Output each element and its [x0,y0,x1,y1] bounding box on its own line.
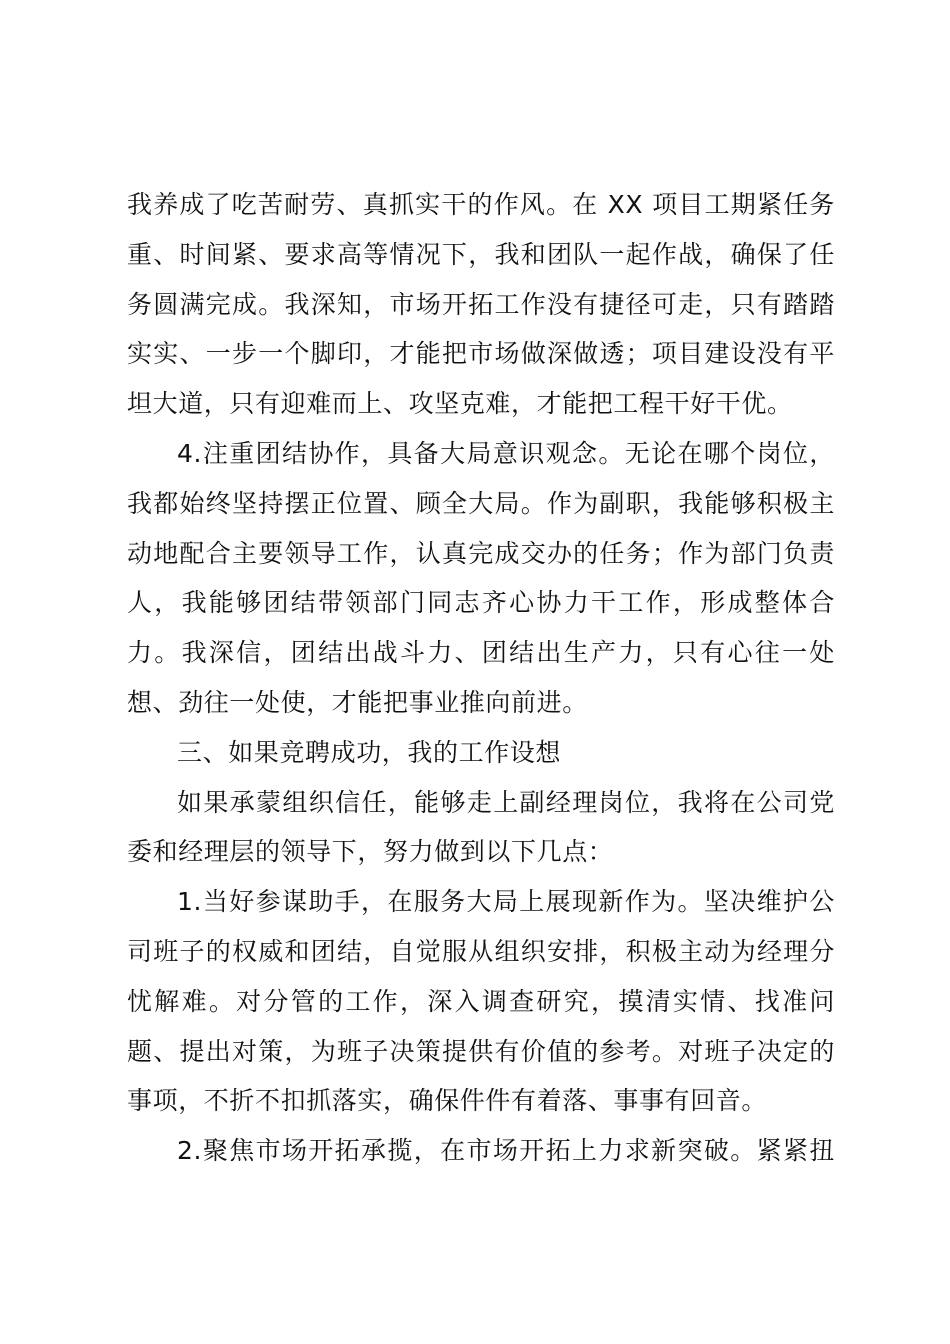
section-3-heading [127,728,835,778]
text-line: 力。我深信，团结出战斗力、团结出生产力，只有心往一处 [127,638,835,668]
text-line: 4.注重团结协作，具备大局意识观念。无论在哪个岗位， [177,438,835,468]
text-line: 动地配合主要领导工作，认真完成交办的任务；作为部门负责 [127,538,835,568]
text-line: 实实、一步一个脚印，才能把市场做深做透；项目建设没有平 [127,339,835,369]
text-line: 事项，不折不扣抓落实，确保件件有着落、事事有回音。 [127,1086,768,1116]
text-line: 想、劲往一处使，才能把事业推向前进。 [127,687,588,717]
text-line: 我都始终坚持摆正位置、顾全大局。作为副职，我能够积极主 [127,488,835,518]
text-line: 1.当好参谋助手，在服务大局上展现新作为。坚决维护公 [177,887,835,917]
text-line: 坦大道，只有迎难而上、攻坚克难，才能把工程干好干优。 [127,389,793,419]
text-line: 委和经理层的领导下，努力做到以下几点： [127,837,614,867]
text-line: 人，我能够团结带领部门同志齐心协力干工作，形成整体合 [127,588,835,618]
section-heading: 三、如果竞聘成功，我的工作设想 [177,737,562,767]
paragraph-continuation [127,180,835,429]
paragraph-plan-2 [127,1126,835,1176]
paragraph-plan-1 [127,877,835,1126]
text-line: 题、提出对策，为班子决策提供有价值的参考。对班子决定的 [127,1036,835,1066]
text-line: 重、时间紧、要求高等情况下，我和团队一起作战，确保了任 [127,239,835,269]
paragraph-section-3-intro [127,778,835,878]
text-line: 2.聚焦市场开拓承揽，在市场开拓上力求新突破。紧紧扭 [177,1136,835,1166]
document-body [127,180,835,1176]
text-line: 忧解难。对分管的工作，深入调查研究，摸清实情、找准问 [127,986,835,1016]
text-line: 务圆满完成。我深知，市场开拓工作没有捷径可走，只有踏踏 [127,289,835,319]
paragraph-point-4 [127,429,835,728]
text-line: 司班子的权威和团结，自觉服从组织安排，积极主动为经理分 [127,936,835,966]
text-line: 我养成了吃苦耐劳、真抓实干的作风。在 XX 项目工期紧任务 [127,190,835,219]
text-line: 如果承蒙组织信任，能够走上副经理岗位，我将在公司党 [177,787,835,817]
